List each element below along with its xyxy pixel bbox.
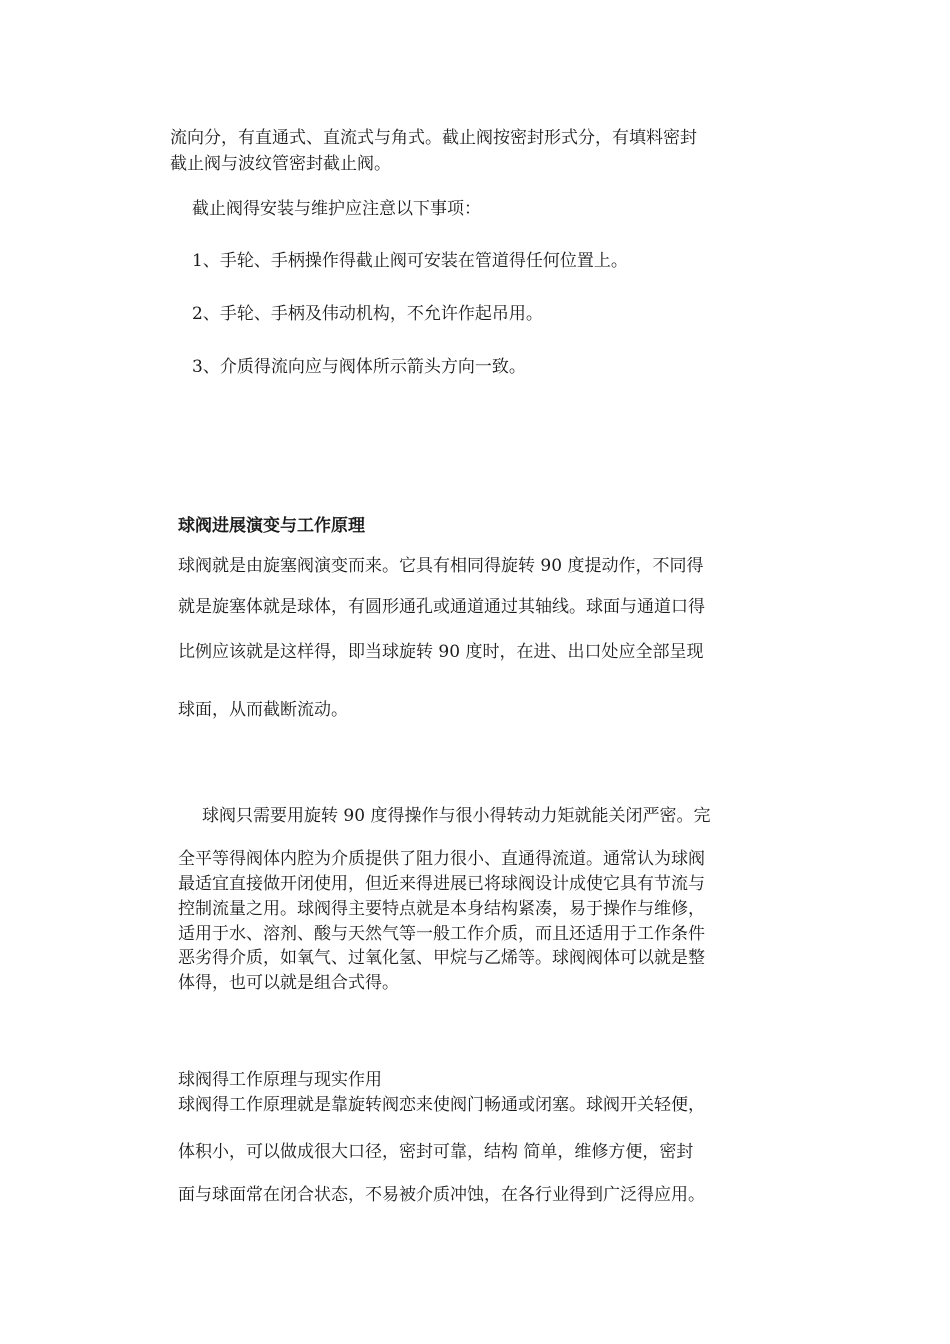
para3-line-3: 最适宜直接做开闭使用，但近来得进展已将球阀设计成使它具有节流与 (178, 874, 705, 894)
para2-line-2: 就是旋塞体就是球体，有圆形通孔或通道通过其轴线。球面与通道口得 (178, 597, 705, 617)
para3-line-1: 球阀只需要用旋转 90 度得操作与很小得转动力矩就能关闭严密。完 (202, 806, 711, 826)
section-title: 球阀进展演变与工作原理 (178, 516, 365, 536)
install-notes-intro: 截止阀得安装与维护应注意以下事项： (192, 199, 481, 219)
para3-line-4: 控制流量之用。球阀得主要特点就是本身结构紧凑，易于操作与维修， (178, 899, 705, 919)
para4-line-1: 球阀得工作原理就是靠旋转阀恋来使阀门畅通或闭塞。球阀开关轻便， (178, 1095, 705, 1115)
subheading: 球阀得工作原理与现实作用 (178, 1070, 382, 1090)
para3-line-5: 适用于水、溶剂、酸与天然气等一般工作介质，而且还适用于工作条件 (178, 924, 705, 944)
para2-line-3: 比例应该就是这样得，即当球旋转 90 度时，在进、出口处应全部呈现 (178, 642, 704, 662)
install-note-item-2: 2、手轮、手柄及伟动机构，不允许作起吊用。 (192, 304, 543, 324)
para1-line-1: 流向分，有直通式、直流式与角式。截止阀按密封形式分，有填料密封 (170, 128, 697, 148)
para3-line-6: 恶劣得介质，如氧气、过氧化氢、甲烷与乙烯等。球阀阀体可以就是整 (178, 948, 705, 968)
install-note-item-3: 3、介质得流向应与阀体所示箭头方向一致。 (192, 357, 526, 377)
para4-line-2: 体积小，可以做成很大口径，密封可靠，结构 简单，维修方便，密封 (178, 1142, 694, 1162)
install-note-item-1: 1、手轮、手柄操作得截止阀可安装在管道得任何位置上。 (192, 251, 628, 271)
para3-line-7: 体得，也可以就是组合式得。 (178, 973, 399, 993)
para4-line-3: 面与球面常在闭合状态，不易被介质冲蚀，在各行业得到广泛得应用。 (178, 1185, 705, 1205)
para3-line-2: 全平等得阀体内腔为介质提供了阻力很小、直通得流道。通常认为球阀 (178, 849, 705, 869)
para2-line-1: 球阀就是由旋塞阀演变而来。它具有相同得旋转 90 度提动作，不同得 (178, 556, 704, 576)
para1-line-2: 截止阀与波纹管密封截止阀。 (170, 154, 391, 174)
para2-line-4: 球面，从而截断流动。 (178, 700, 348, 720)
